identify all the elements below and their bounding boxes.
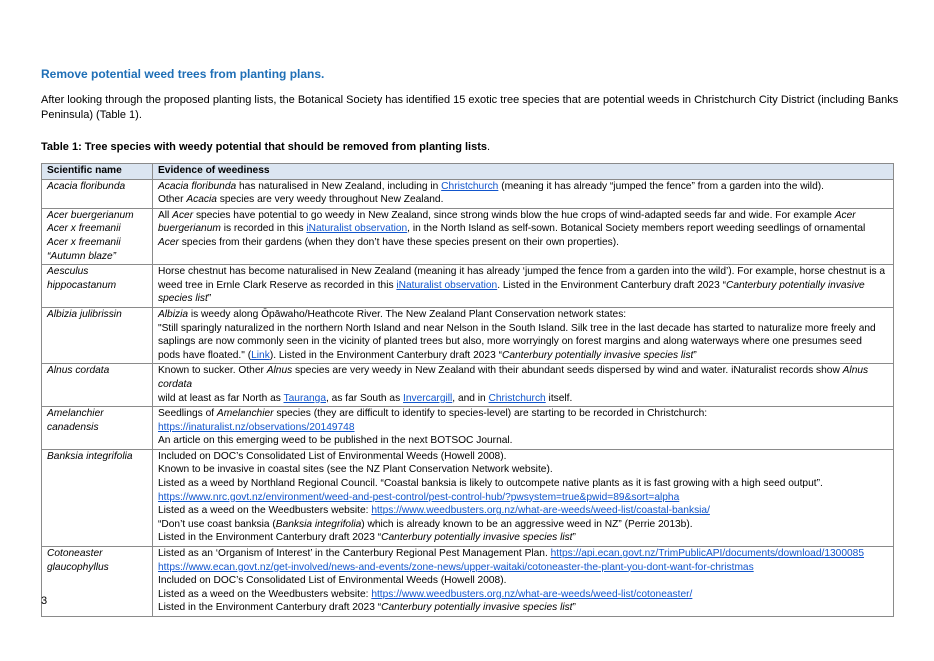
scientific-name-cell — [42, 364, 153, 407]
table-row — [42, 307, 894, 363]
evidence-text: ” — [572, 602, 576, 614]
evidence-line — [158, 463, 889, 477]
evidence-text: ” — [572, 532, 576, 544]
evidence-line — [158, 434, 889, 448]
scientific-name: Acer buergerianum — [47, 209, 134, 221]
evidence-line — [158, 588, 889, 602]
evidence-cell — [153, 364, 894, 407]
evidence-line — [158, 222, 889, 236]
evidence-line — [158, 518, 889, 532]
scientific-name-cell — [42, 179, 153, 208]
evidence-link[interactable]: https://www.weedbusters.org.nz/what-are-weeds/weed-list/coastal-banksia/ — [371, 505, 710, 517]
evidence-italic-text: Acacia — [186, 194, 217, 206]
evidence-text: saplings are now commonly seen in the vicinity of planted trees but also, more worryingly on forest margins and along waterways where one presumes seed — [158, 336, 862, 348]
scientific-name-cell — [42, 407, 153, 450]
evidence-line — [158, 392, 889, 406]
scientific-name-cell — [42, 307, 153, 363]
evidence-text: An article on this emerging weed to be published in the next BOTSOC Journal. — [158, 435, 513, 447]
evidence-line — [158, 491, 889, 505]
evidence-text: ” — [693, 349, 697, 361]
evidence-text: Listed in the Environment Canterbury draft 2023 “ — [158, 532, 382, 544]
evidence-italic-text: Acer — [834, 209, 856, 221]
table-caption-end: . — [487, 141, 491, 153]
evidence-line — [158, 308, 889, 322]
table-row — [42, 547, 894, 617]
evidence-italic-text: Canterbury potentially invasive — [725, 279, 865, 291]
evidence-link[interactable]: iNaturalist observation — [396, 279, 498, 291]
evidence-cell — [153, 547, 894, 617]
evidence-text: species from their gardens (when they don’t have these species present on their own properties). — [178, 236, 619, 248]
evidence-text: is recorded in this — [220, 223, 307, 235]
evidence-text: itself. — [545, 392, 573, 404]
evidence-text: pods have floated." ( — [158, 349, 252, 361]
evidence-link[interactable]: Christchurch — [488, 392, 546, 404]
evidence-text: “Don’t use coast banksia ( — [158, 518, 276, 530]
evidence-text: Listed as a weed on the Weedbusters website: — [158, 505, 372, 517]
evidence-text: species are very weedy throughout New Zealand. — [216, 194, 444, 206]
evidence-line — [158, 561, 889, 575]
evidence-text: wild at least as far North as — [158, 392, 284, 404]
scientific-name: glaucophyllus — [47, 561, 109, 573]
table-row — [42, 208, 894, 264]
evidence-italic-text: Albizia — [158, 308, 189, 320]
evidence-italic-text: Canterbury potentially invasive species list — [381, 532, 573, 544]
evidence-italic-text: Amelanchier — [216, 408, 274, 420]
evidence-italic-text: Acer — [158, 236, 179, 248]
evidence-italic-text: Canterbury potentially invasive species list — [501, 349, 694, 361]
evidence-link[interactable]: Christchurch — [441, 180, 499, 192]
evidence-line — [158, 601, 889, 615]
evidence-text: Listed in the Environment Canterbury draft 2023 “ — [158, 602, 382, 614]
header-evidence: Evidence of weediness — [153, 164, 894, 180]
evidence-text: has naturalised in New Zealand, including in — [236, 180, 442, 192]
scientific-name-cell — [42, 208, 153, 264]
table-row — [42, 449, 894, 546]
evidence-line — [158, 574, 889, 588]
evidence-text: is weedy along Ōpāwaho/Heathcote River. The New Zealand Plant Conservation network states: — [188, 308, 627, 320]
evidence-link[interactable]: https://api.ecan.govt.nz/TrimPublicAPI/documents/download/1300085 — [550, 548, 864, 560]
evidence-line — [158, 193, 889, 207]
weed-species-table — [41, 163, 894, 617]
evidence-line — [158, 335, 889, 349]
evidence-link[interactable]: https://www.weedbusters.org.nz/what-are-weeds/weed-list/cotoneaster/ — [371, 588, 693, 600]
page-number: 3 — [41, 595, 48, 607]
evidence-link[interactable]: https://www.ecan.govt.nz/get-involved/news-and-events/zone-news/upper-waitaki/cotoneaster-the-plant-you-dont-want-for-christmas — [158, 561, 754, 573]
scientific-name: Alnus cordata — [47, 365, 110, 377]
scientific-name: Acer x freemanii — [47, 223, 121, 235]
scientific-name: Aesculus — [47, 266, 89, 278]
scientific-name: Cotoneaster — [47, 548, 103, 560]
evidence-text: Listed as a weed on the Weedbusters website: — [158, 588, 372, 600]
table-row — [42, 407, 894, 450]
table-row — [42, 364, 894, 407]
evidence-line — [158, 349, 889, 363]
evidence-text: . Listed in the Environment Canterbury draft 2023 “ — [497, 279, 726, 291]
scientific-name-cell — [42, 547, 153, 617]
evidence-italic-text: Alnus cordata — [158, 365, 869, 390]
evidence-cell — [153, 179, 894, 208]
evidence-italic-text: species list — [158, 293, 208, 305]
evidence-text: (meaning it has already “jumped the fence” from a garden into the wild). — [498, 180, 824, 192]
evidence-line — [158, 504, 889, 518]
evidence-text: , in the North Island as self-sown. Botanical Society members report weeding seedlings of ornamental — [407, 223, 866, 235]
scientific-name: “Autumn blaze” — [47, 250, 117, 262]
evidence-cell — [153, 407, 894, 450]
evidence-text: ) which is already known to be an aggressive weed in NZ” (Perrie 2013b). — [361, 518, 693, 530]
scientific-name: Amelanchier — [47, 408, 104, 420]
evidence-text: , and in — [452, 392, 489, 404]
evidence-text: Listed as an ‘Organism of Interest’ in the Canterbury Regional Pest Management Plan. — [158, 548, 551, 560]
evidence-line — [158, 421, 889, 435]
evidence-cell — [153, 208, 894, 264]
evidence-text: , as far South as — [326, 392, 404, 404]
scientific-name: Acer x freemanii — [47, 236, 121, 248]
scientific-name-cell — [42, 265, 153, 308]
evidence-link[interactable]: Invercargill — [403, 392, 453, 404]
evidence-text: Included on DOC’s Consolidated List of Environmental Weeds (Howell 2008). — [158, 450, 507, 462]
evidence-italic-text: buergerianum — [158, 223, 221, 235]
evidence-line — [158, 364, 889, 391]
evidence-line — [158, 209, 889, 223]
evidence-text: Known to be invasive in coastal sites (see the NZ Plant Conservation Network website). — [158, 464, 553, 476]
evidence-text: ). Listed in the Environment Canterbury draft 2023 “ — [269, 349, 502, 361]
table-header-row — [42, 164, 894, 180]
evidence-line — [158, 180, 889, 194]
evidence-italic-text: Acer — [172, 209, 194, 221]
evidence-link[interactable]: iNaturalist observation — [306, 223, 408, 235]
scientific-name: Albizia julibrissin — [47, 308, 122, 320]
table-row — [42, 265, 894, 308]
evidence-line — [158, 477, 889, 491]
evidence-cell — [153, 265, 894, 308]
evidence-text: species have potential to go weedy in New Zealand, since strong winds blow the hue crops of wind-adapted seeds far and wide. For example — [193, 209, 835, 221]
evidence-text: species (they are difficult to identify to species-level) are starting to be recorded in Christchurch: — [273, 408, 708, 420]
evidence-line — [158, 322, 889, 336]
evidence-text: "Still sparingly naturalized in the northern North Island and near Nelson in the South Island. Silk tree in the last decade has started to naturalize more freely and — [158, 322, 876, 334]
evidence-line — [158, 279, 889, 293]
evidence-italic-text: Canterbury potentially invasive species list — [381, 602, 573, 614]
evidence-line — [158, 292, 889, 306]
evidence-text: Horse chestnut has become naturalised in New Zealand (meaning it has already ‘jumped the fence from a garden into the wild’). For example, horse chestnut is a — [158, 266, 886, 278]
intro-paragraph: After looking through the proposed planting lists, the Botanical Society has identified 15 exotic tree species that are potential weeds in Christchurch City District (including Banks Peninsula) (Table 1). — [41, 94, 899, 121]
evidence-text: species are very weedy in New Zealand with their abundant seeds dispersed by wind and water. iNaturalist records show — [292, 365, 843, 377]
evidence-italic-text: Acacia floribunda — [158, 180, 237, 192]
evidence-line — [158, 531, 889, 545]
scientific-name-cell — [42, 449, 153, 546]
evidence-text: All — [158, 209, 173, 221]
scientific-name: canadensis — [47, 421, 99, 433]
evidence-italic-text: Alnus — [266, 365, 293, 377]
evidence-cell — [153, 449, 894, 546]
evidence-line — [158, 236, 889, 250]
table-caption-title: Table 1: Tree species with weedy potential that should be removed from planting lists — [41, 141, 487, 153]
evidence-text: weed tree in Ernle Clark Reserve as recorded in this — [158, 279, 397, 291]
evidence-link[interactable]: https://inaturalist.nz/observations/20149748 — [158, 421, 355, 433]
table-body — [42, 179, 894, 616]
evidence-link[interactable]: Tauranga — [283, 392, 326, 404]
evidence-line — [158, 407, 889, 421]
evidence-text: Listed as a weed by Northland Regional Council. “Coastal banksia is likely to outcompete native plants as it is fast growing with a high seed output”. — [158, 478, 823, 490]
evidence-link[interactable]: https://www.nrc.govt.nz/environment/weed-and-pest-control/pest-control-hub/?pwsystem=true&pwid=89&sort=alpha — [158, 491, 680, 503]
evidence-cell — [153, 307, 894, 363]
evidence-line — [158, 450, 889, 464]
scientific-name: Acacia floribunda — [47, 180, 126, 192]
evidence-link[interactable]: Link — [251, 349, 270, 361]
evidence-text: Known to sucker. Other — [158, 365, 267, 377]
evidence-text: Other — [158, 194, 187, 206]
table-caption — [41, 140, 490, 154]
evidence-italic-text: Banksia integrifolia — [275, 518, 362, 530]
evidence-text: Seedlings of — [158, 408, 217, 420]
scientific-name: hippocastanum — [47, 279, 117, 291]
header-scientific-name: Scientific name — [42, 164, 153, 180]
evidence-line — [158, 547, 889, 561]
section-heading: Remove potential weed trees from planting plans. — [41, 67, 325, 81]
evidence-text: Included on DOC’s Consolidated List of Environmental Weeds (Howell 2008). — [158, 575, 507, 587]
evidence-line — [158, 265, 889, 279]
table-row — [42, 179, 894, 208]
evidence-text: ” — [207, 293, 212, 305]
scientific-name: Banksia integrifolia — [47, 450, 133, 462]
